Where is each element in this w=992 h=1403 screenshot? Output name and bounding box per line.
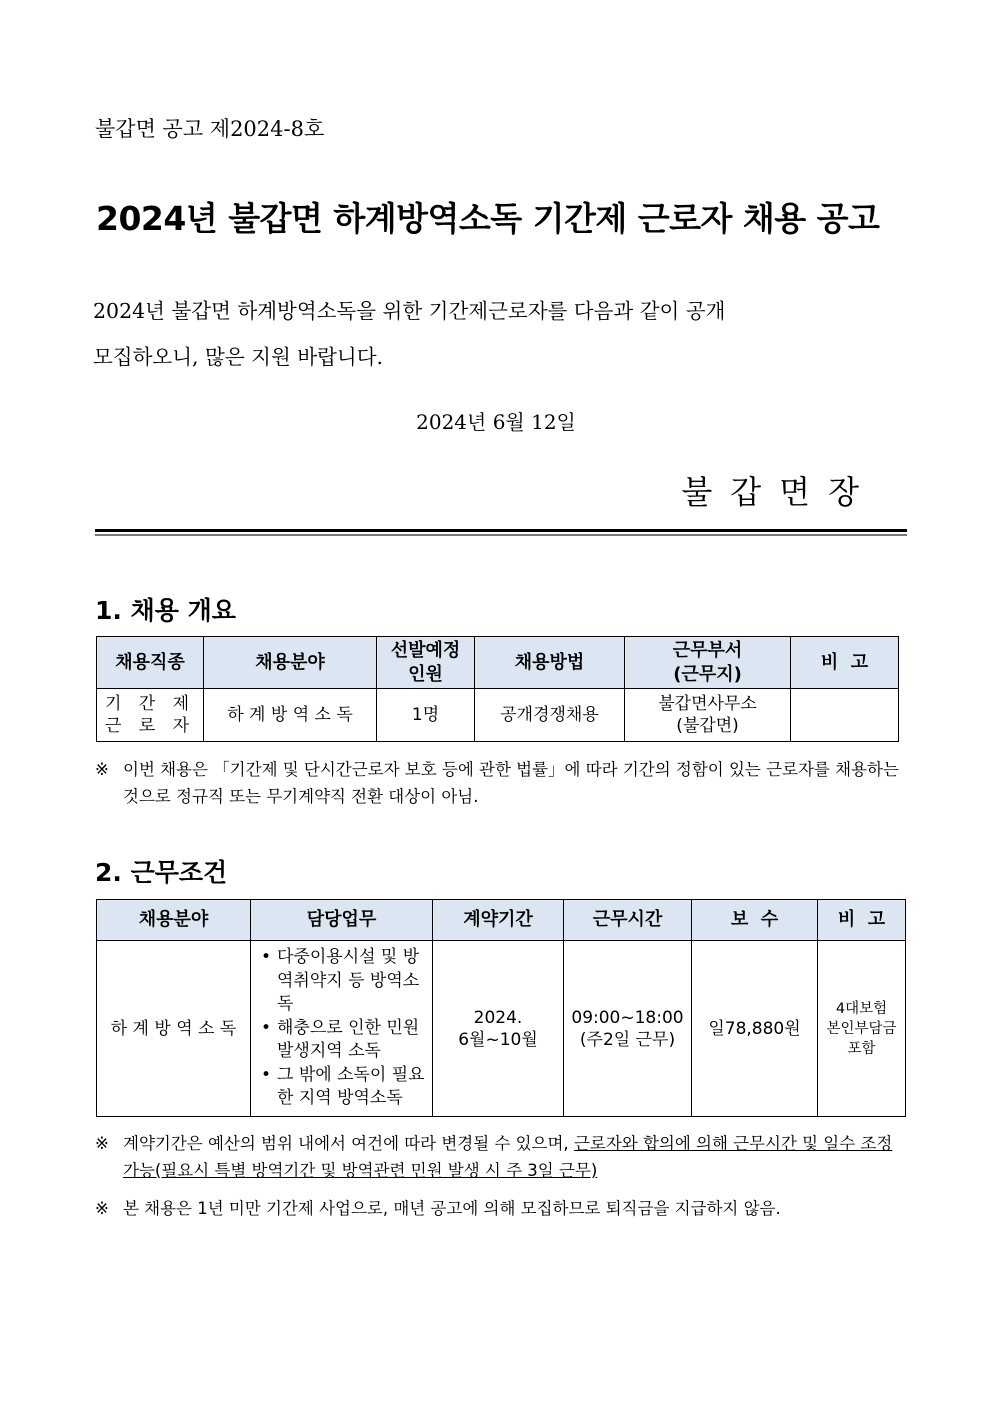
table-header-row (97, 900, 906, 941)
note-mark: ※ (95, 760, 109, 779)
duty-item: • 해충으로 인한 민원 발생지역 소독 (259, 1017, 426, 1064)
working-hours-cell: 09:00~18:00 (주2일 근무) (564, 941, 692, 1117)
column-header: 근무부서 (근무지) (625, 637, 791, 689)
intro-paragraph (93, 288, 893, 380)
note-cell: 4대보험 본인부담금 포함 (818, 941, 906, 1117)
column-header: 선발예정 인원 (377, 637, 475, 689)
note-mark: ※ (95, 1134, 109, 1153)
contract-period-cell: 2024. 6월~10월 (433, 941, 564, 1117)
intro-line: 모집하오니, 많은 지원 바랍니다. (93, 345, 384, 369)
header-divider-thin (95, 534, 907, 536)
duties-list (251, 946, 432, 1111)
column-header: 계약기간 (433, 900, 564, 941)
column-header: 담당업무 (251, 900, 433, 941)
headcount-cell: 1명 (377, 689, 475, 742)
field-cell: 하 계 방 역 소 독 (204, 689, 377, 742)
column-header: 채용분야 (204, 637, 377, 689)
footnote-text: 이번 채용은 「기간제 및 단시간근로자 보호 등에 관한 법률」에 따라 기간의 정함이 있는 근로자를 채용하는 것으로 정규직 또는 무기계약직 전환 대상이 아님. (123, 760, 899, 806)
table-row (97, 689, 899, 742)
duty-item: • 그 밖에 소독이 필요한 지역 방역소독 (259, 1064, 426, 1111)
column-header: 비 고 (791, 637, 899, 689)
column-header: 근무시간 (564, 900, 692, 941)
column-header: 채용직종 (97, 637, 204, 689)
recruitment-overview-table (96, 636, 899, 742)
footnote (95, 1130, 910, 1184)
note-cell (791, 689, 899, 742)
column-header: 채용방법 (475, 637, 625, 689)
duties-cell (251, 941, 433, 1117)
field-cell: 하 계 방 역 소 독 (97, 941, 251, 1117)
footnote-text (95, 1130, 910, 1184)
footnote-text: 본 채용은 1년 미만 기간제 사업으로, 매년 공고에 의해 모집하므로 퇴직금을 지급하지 않음. (123, 1199, 781, 1218)
footnote (95, 1195, 910, 1222)
column-header: 보 수 (692, 900, 818, 941)
department-cell: 불갑면사무소 (불갑면) (625, 689, 791, 742)
job-type-cell: 기 간 제 근 로 자 (97, 689, 204, 742)
working-conditions-table (96, 899, 906, 1117)
table-row (97, 941, 906, 1117)
intro-line: 2024년 불갑면 하계방역소독을 위한 기간제근로자를 다음과 같이 공개 (93, 299, 726, 323)
method-cell: 공개경쟁채용 (475, 689, 625, 742)
footnote-plain-text: 계약기간은 예산의 범위 내에서 여건에 따라 변경될 수 있으며, (123, 1134, 574, 1153)
footnote-underlined-text: 근로자와 합의에 의해 근무시간 및 일수 조정 가능(필요시 특별 방역기간 및 방역관련 민원 발생 시 주 3일 근무) (123, 1134, 893, 1180)
notice-number: 불갑면 공고 제2024-8호 (95, 117, 325, 141)
header-divider (95, 529, 907, 532)
table-header-row (97, 637, 899, 689)
section-heading: 2. 근무조건 (95, 858, 228, 887)
column-header: 비 고 (818, 900, 906, 941)
note-mark: ※ (95, 1199, 109, 1218)
section-heading: 1. 채용 개요 (95, 596, 236, 625)
column-header: 채용분야 (97, 900, 251, 941)
issuer-signature: 불갑면장 (681, 473, 877, 511)
notice-date: 2024년 6월 12일 (416, 410, 576, 434)
document-title: 2024년 불갑면 하계방역소독 기간제 근로자 채용 공고 (96, 199, 880, 238)
duty-item: • 다중이용시설 및 방역취약지 등 방역소독 (259, 946, 426, 1017)
pay-cell: 일78,880원 (692, 941, 818, 1117)
footnote (95, 756, 910, 810)
